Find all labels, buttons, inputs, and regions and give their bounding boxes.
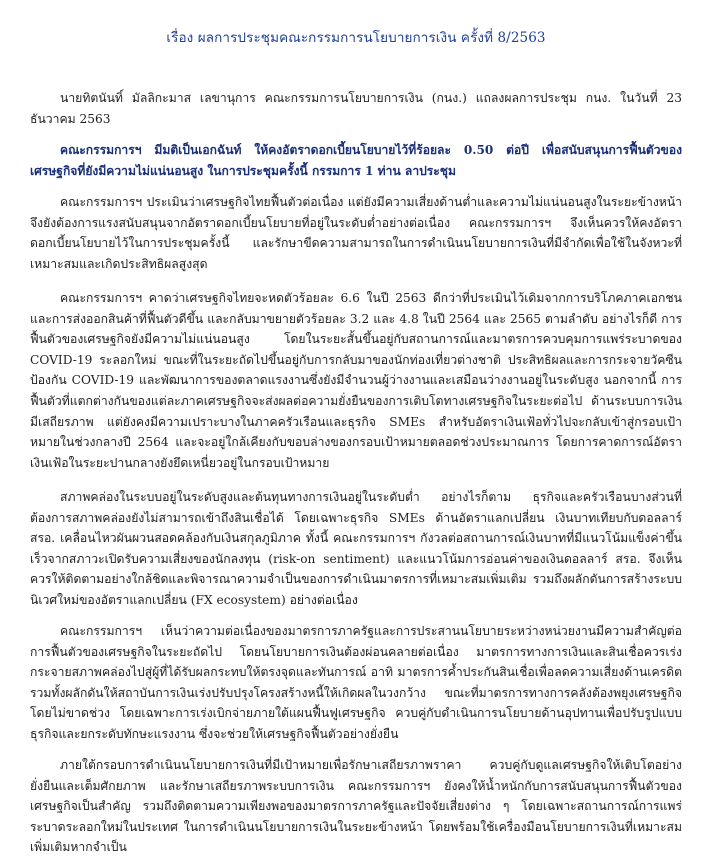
- policy-coordination-paragraph: คณะกรรมการฯ เห็นว่าความต่อเนื่องของมาตรการภาครัฐและการประสานนโยบายระหว่างหน่วยงานมีความสำคัญต่อการฟื้นตัวของเศรษฐกิจในระยะถัดไป โดยนโยบายการเงินต้องผ่อนคลายต่อเนื่อง มาตรการทางการเงินและสินเชื่อควรเร่งกระจายสภาพคล่องไปสู่ผู้ที่ได้รับผลกระทบให้ตรงจุดและทันการณ์ อาทิ มาตรการค้ำประกันสินเชื่อเพื่อลดความเสี่ยงด้านเครดิต รวมทั้งผลักดันให้สถาบันการเงินเร่งปรับปรุงโครงสร้างหนี้ให้เกิดผลในวงกว้าง ขณะที่มาตรการทางการคลังต้องพยุงเศรษฐกิจโดยไม่ขาดช่วง โดยเฉพาะการเร่งเบิกจ่ายภายใต้แผนฟื้นฟูเศรษฐกิจ ควบคู่กับดำเนินการนโยบายด้านอุปทานเพื่อปรับรูปแบบธุรกิจและยกระดับทักษะแรงงาน ซึ่งจะช่วยให้เศรษฐกิจฟื้นตัวอย่างยั่งยืน: [30, 624, 682, 741]
- economic-assessment-paragraph: คณะกรรมการฯ ประเมินว่าเศรษฐกิจไทยฟื้นตัวต่อเนื่อง แต่ยังมีความเสี่ยงด้านต่ำและความไม่แน่นอนสูงในระยะข้างหน้า จึงยังต้องการแรงสนับสนุนจากอัตราดอกเบี้ยนโยบายที่อยู่ในระดับต่ำอย่างต่อเนื่อง คณะกรรมการฯ จึงเห็นควรให้คงอัตราดอกเบี้ยนโยบายไว้ในการประชุมครั้งนี้ และรักษาขีดความสามารถในการดำเนินนโยบายการเงินที่มีจำกัดเพื่อใช้ในจังหวะที่เหมาะสมและเกิดประสิทธิผลสูงสุด: [30, 195, 682, 271]
- policy-decision-paragraph: คณะกรรมการฯ มีมติเป็นเอกฉันท์ ให้คงอัตราดอกเบี้ยนโยบายไว้ที่ร้อยละ 0.50 ต่อปี เพื่อสนับสนุนการฟื้นตัวของเศรษฐกิจที่ยังมีความไม่แน่นอนสูง ในการประชุมครั้งนี้ กรรมการ 1 ท่าน ลาประชุม: [30, 143, 682, 178]
- intro-paragraph: นายทิตนันทิ์ มัลลิกะมาส เลขานุการ คณะกรรมการนโยบายการเงิน (กนง.) แถลงผลการประชุม กนง. ในวันที่ 23 ธันวาคม 2563: [30, 91, 682, 126]
- liquidity-exchange-paragraph: สภาพคล่องในระบบอยู่ในระดับสูงและต้นทุนทางการเงินอยู่ในระดับต่ำ อย่างไรก็ตาม ธุรกิจและครัวเรือนบางส่วนที่ต้องการสภาพคล่องยังไม่สามารถเข้าถึงสินเชื่อได้ โดยเฉพาะธุรกิจ SMEs ด้านอัตราแลกเปลี่ยน เงินบาทเทียบกับดอลลาร์ สรอ. เคลื่อนไหวผันผวนสอดคล้องกับเงินสกุลภูมิภาค ทั้งนี้ คณะกรรมการฯ กังวลต่อสถานการณ์เงินบาทที่มีแนวโน้มแข็งค่าขึ้นเร็วจากสภาวะเปิดรับความเสี่ยงของนักลงทุน (risk-on sentiment) และแนวโน้มการอ่อนค่าของเงินดอลลาร์ สรอ. จึงเห็นควรให้ติดตามอย่างใกล้ชิดและพิจารณาความจำเป็นของการดำเนินมาตรการที่เหมาะสมเพิ่มเติม รวมถึงผลักดันการสร้างระบบนิเวศใหม่ของอัตราแลกเปลี่ยน (FX ecosystem) อย่างต่อเนื่อง: [30, 490, 682, 607]
- economic-forecast-paragraph: คณะกรรมการฯ คาดว่าเศรษฐกิจไทยจะหดตัวร้อยละ 6.6 ในปี 2563 ดีกว่าที่ประเมินไว้เดิมจากการบริโภคภาคเอกชนและการส่งออกสินค้าที่ฟื้นตัวดีขึ้น และกลับมาขยายตัวร้อยละ 3.2 และ 4.8 ในปี 2564 และ 2565 ตามลำดับ อย่างไรก็ดี การฟื้นตัวของเศรษฐกิจยังมีความไม่แน่นอนสูง โดยในระยะสั้นขึ้นอยู่กับสถานการณ์และมาตรการควบคุมการแพร่ระบาดของ COVID-19 ระลอกใหม่ ขณะที่ในระยะถัดไปขึ้นอยู่กับการกลับมาของนักท่องเที่ยวต่างชาติ ประสิทธิผลและการกระจายวัคซีนป้องกัน COVID-19 และพัฒนาการของตลาดแรงงานซึ่งยังมีจำนวนผู้ว่างงานและเสมือนว่างงานอยู่ในระดับสูง นอกจากนี้ การฟื้นตัวที่แตกต่างกันของแต่ละภาคเศรษฐกิจจะส่งผลต่อความยั่งยืนของการเติบโตทางเศรษฐกิจในระยะต่อไป ด้านระบบการเงินมีเสถียรภาพ แต่ยังคงมีความเปราะบางในภาคครัวเรือนและธุรกิจ SMEs สำหรับอัตราเงินเฟ้อทั่วไปจะกลับเข้าสู่กรอบเป้าหมายในช่วงกลางปี 2564 และจะอยู่ใกล้เคียงกับขอบล่างของกรอบเป้าหมายตลอดช่วงประมาณการ โดยการคาดการณ์อัตราเงินเฟ้อในระยะปานกลางยังยึดเหนี่ยวอยู่ในกรอบเป้าหมาย: [30, 291, 682, 470]
- policy-framework-paragraph: ภายใต้กรอบการดำเนินนโยบายการเงินที่มีเป้าหมายเพื่อรักษาเสถียรภาพราคา ควบคู่กับดูแลเศรษฐกิจให้เติบโตอย่างยั่งยืนและเต็มศักยภาพ และรักษาเสถียรภาพระบบการเงิน คณะกรรมการฯ ยังคงให้น้ำหนักกับการสนับสนุนการฟื้นตัวของเศรษฐกิจเป็นสำคัญ รวมถึงติดตามความเพียงพอของมาตรการภาครัฐและปัจจัยเสี่ยงต่าง ๆ โดยเฉพาะสถานการณ์การแพร่ระบาดระลอกใหม่ในประเทศ ในการดำเนินนโยบายการเงินในระยะข้างหน้า โดยพร้อมใช้เครื่องมือนโยบายการเงินที่เหมาะสมเพิ่มเติมหากจำเป็น: [30, 758, 682, 855]
- document-title: เรื่อง ผลการประชุมคณะกรรมการนโยบายการเงิน ครั้งที่ 8/2563: [166, 30, 546, 46]
